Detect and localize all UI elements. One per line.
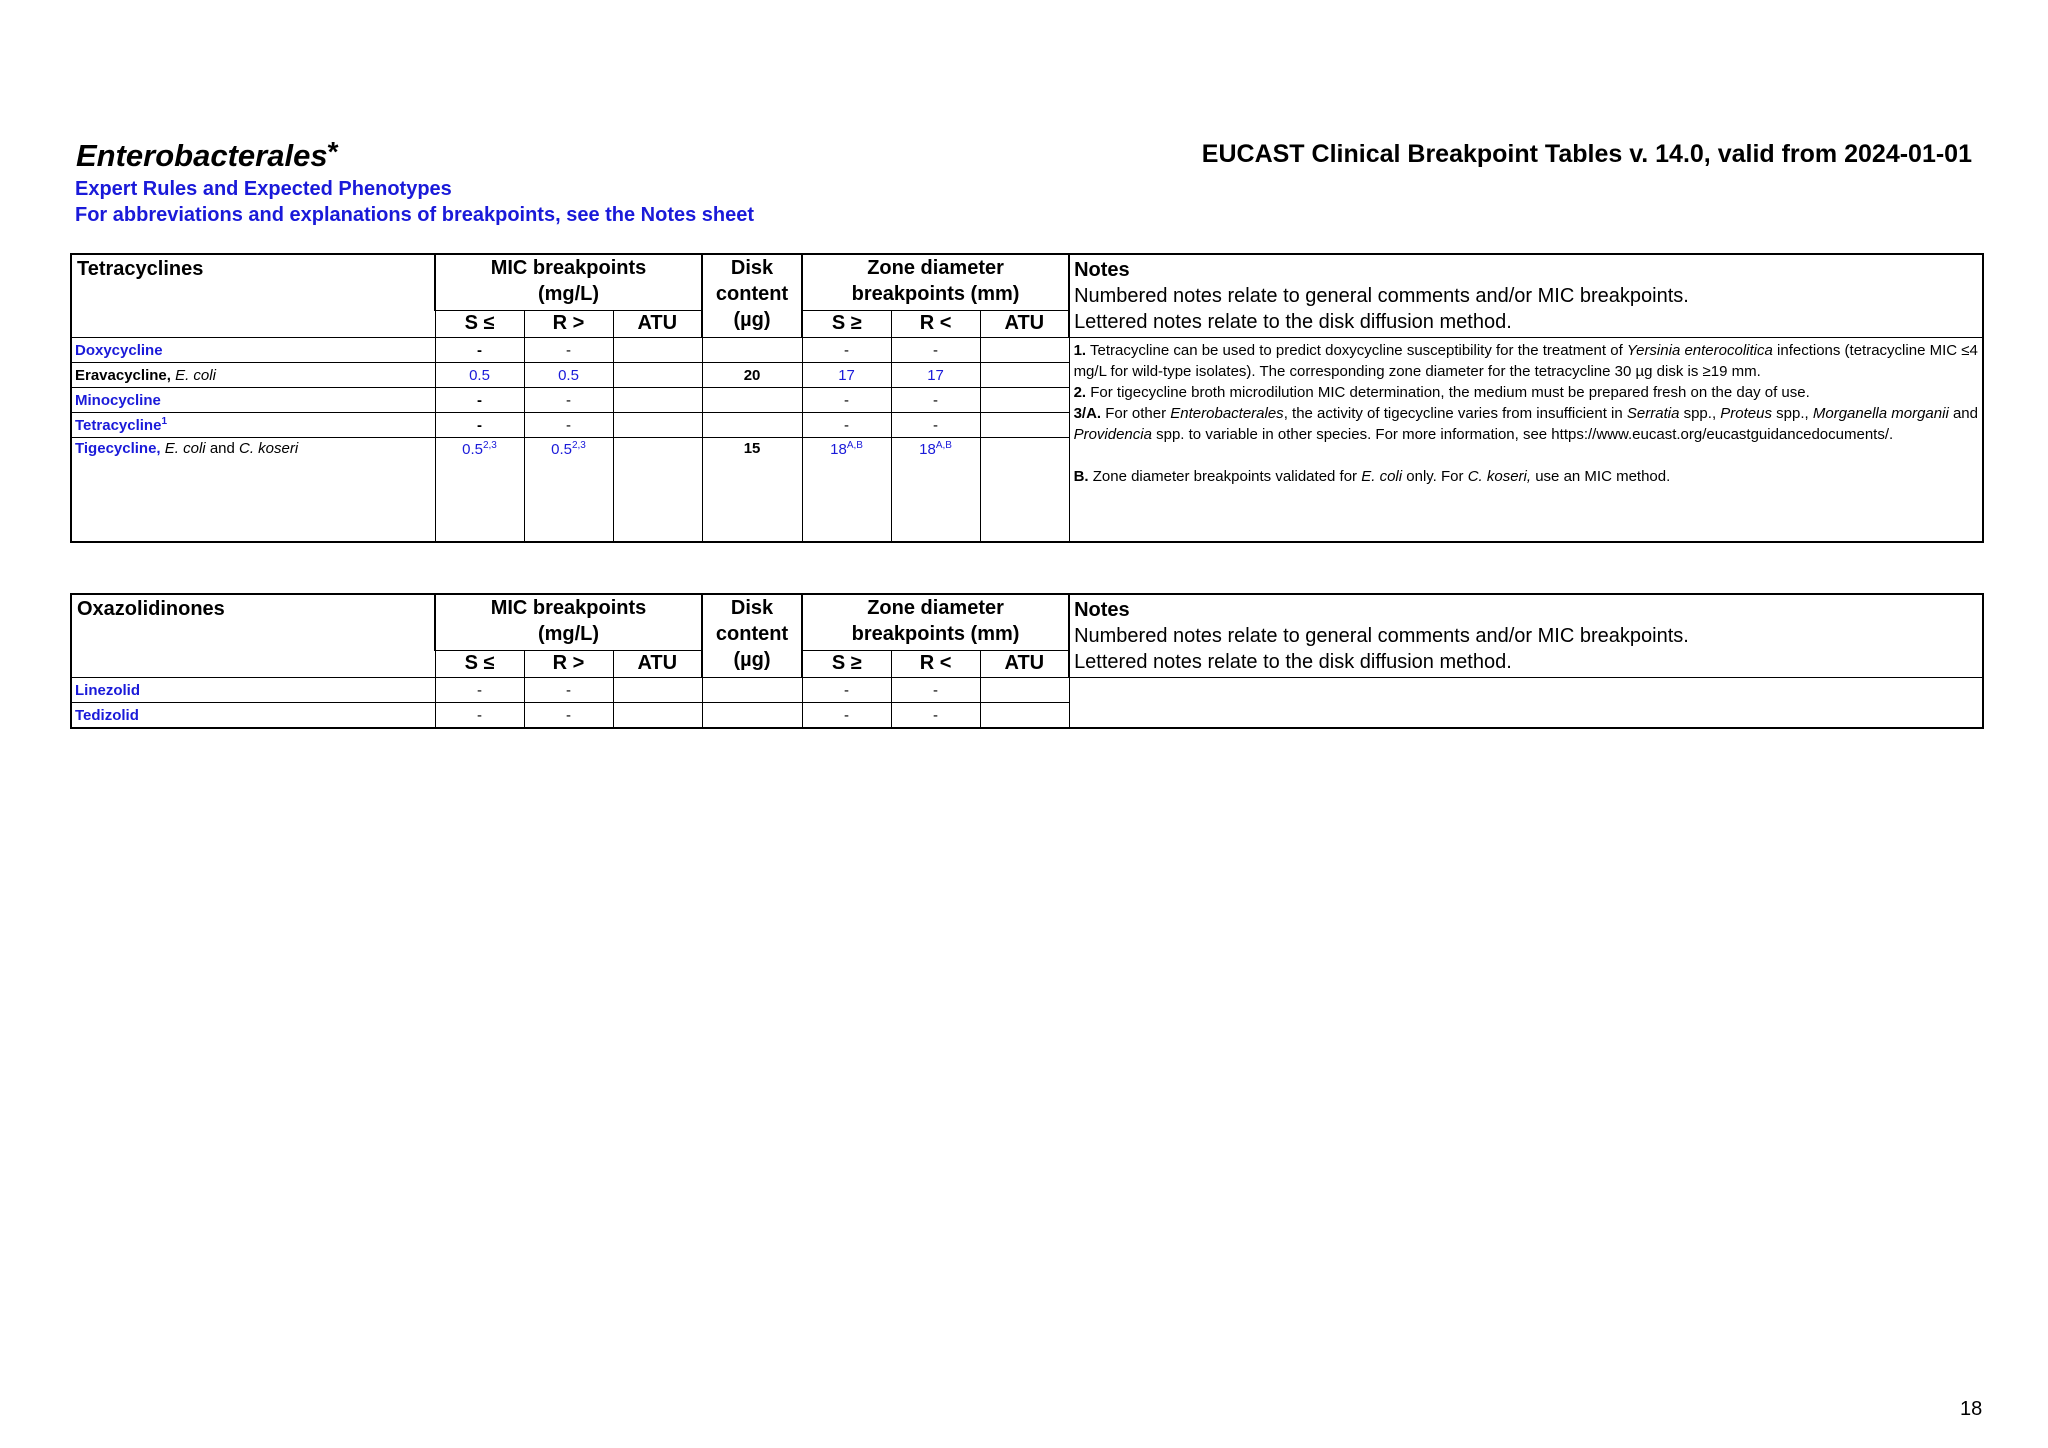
disk-content	[702, 678, 802, 703]
zone-r: 17	[891, 363, 980, 388]
disk-header-line1: Disk	[730, 597, 774, 619]
notes-header	[1069, 254, 1983, 338]
expert-rules-link[interactable]: Expert Rules and Expected Phenotypes	[75, 178, 452, 200]
mic-r-note-ref: 2,3	[571, 440, 586, 451]
zone-r-header: R <	[891, 310, 980, 337]
zone-r: -	[891, 388, 980, 413]
mic-r: -	[524, 413, 613, 438]
notes-line2: Lettered notes relate to the disk diffusion method.	[1074, 651, 1512, 673]
notes-sheet-link[interactable]: For abbreviations and explanations of breakpoints, see the Notes sheet	[75, 204, 755, 226]
zone-s-value: 18	[830, 441, 847, 458]
agent-and: and	[209, 440, 235, 457]
disk-content-header	[702, 594, 802, 678]
note-b	[1074, 466, 1978, 487]
zone-atu	[980, 413, 1069, 438]
mic-s: -	[435, 338, 524, 363]
mic-s: 0.5	[435, 363, 524, 388]
mic-s: -	[435, 388, 524, 413]
note-3a-t6: spp. to variable in other species. For more information, see https://www.eucast.org/eucastguidancedocuments/.	[1156, 426, 1894, 443]
zone-r: -	[891, 338, 980, 363]
mic-r: -	[524, 388, 613, 413]
notes-line2: Lettered notes relate to the disk diffusion method.	[1074, 311, 1512, 333]
page-number: 18	[1960, 1398, 1983, 1420]
note-3a-i4: Morganella morganii	[1812, 405, 1949, 422]
zone-atu	[980, 388, 1069, 413]
mic-s-note-ref: 2,3	[482, 440, 497, 451]
mic-atu	[613, 388, 702, 413]
disk-content	[702, 338, 802, 363]
note-2	[1074, 382, 1978, 403]
mic-r-header: R >	[524, 650, 613, 677]
mic-atu	[613, 363, 702, 388]
disk-content	[702, 413, 802, 438]
note-3a-i2: Serratia	[1626, 405, 1680, 422]
title-asterisk: *	[327, 136, 339, 167]
note-3a-i3: Proteus	[1720, 405, 1772, 422]
mic-r	[524, 438, 613, 542]
mic-s-value: 0.5	[462, 441, 483, 458]
mic-atu	[613, 438, 702, 542]
mic-header-line2: (mg/L)	[537, 283, 600, 305]
note-1-text-a: Tetracycline can be used to predict doxycycline susceptibility for the treatment of	[1089, 342, 1623, 359]
mic-breakpoints-header	[435, 254, 702, 310]
zone-header-line1: Zone diameter	[867, 257, 1004, 279]
zone-s: -	[802, 338, 891, 363]
zone-r: -	[891, 678, 980, 703]
zone-r-value: 18	[919, 441, 936, 458]
disk-content: 15	[702, 438, 802, 542]
zone-r-note-ref: A,B	[935, 440, 952, 451]
mic-r-header: R >	[524, 310, 613, 337]
mic-r: -	[524, 338, 613, 363]
agent-note-ref: 1	[161, 416, 167, 427]
mic-r: -	[524, 678, 613, 703]
note-3a-label: 3/A.	[1073, 405, 1102, 422]
note-1-text-b: infections (tetracycline MIC ≤4 mg/L for wild-type isolates). The corresponding zone diameter for the tetracycline 30 µg disk is ≥19 mm.	[1073, 342, 1978, 380]
notes-title: Notes	[1074, 259, 1130, 281]
zone-atu-header: ATU	[980, 310, 1069, 337]
agent-name[interactable]: Doxycycline	[71, 338, 435, 363]
zone-s-header: S ≥	[802, 310, 891, 337]
agent-name-text: Eravacycline,	[75, 366, 171, 384]
mic-header-line2: (mg/L)	[537, 623, 600, 645]
disk-content	[702, 388, 802, 413]
mic-s: -	[435, 413, 524, 438]
disk-header-line1: Disk	[730, 257, 774, 279]
zone-atu	[980, 338, 1069, 363]
zone-s: -	[802, 413, 891, 438]
agent-name[interactable]: Tedizolid	[71, 703, 435, 729]
zone-s	[802, 438, 891, 542]
zone-atu	[980, 678, 1069, 703]
mic-s-header: S ≤	[435, 650, 524, 677]
disk-header-line2: content	[715, 283, 789, 305]
mic-s: -	[435, 678, 524, 703]
mic-header-line1: MIC breakpoints	[490, 597, 647, 619]
note-3a-t4: spp.,	[1776, 405, 1809, 422]
oxazolidinones-notes	[1069, 678, 1983, 729]
note-b-i2: C. koseri,	[1467, 468, 1532, 485]
agent-name[interactable]: Linezolid	[71, 678, 435, 703]
note-2-label: 2.	[1073, 384, 1087, 401]
mic-atu	[613, 413, 702, 438]
mic-atu	[613, 703, 702, 729]
disk-content	[702, 703, 802, 729]
mic-r: -	[524, 703, 613, 729]
zone-s: -	[802, 703, 891, 729]
note-1-italic: Yersinia enterocolitica	[1626, 342, 1773, 359]
note-b-i1: E. coli	[1361, 468, 1403, 485]
agent-name[interactable]	[71, 413, 435, 438]
mic-s-header: S ≤	[435, 310, 524, 337]
page-title-text: Enterobacterales	[76, 138, 328, 173]
tetracyclines-notes	[1069, 338, 1983, 542]
mic-atu-header: ATU	[613, 310, 702, 337]
zone-header-line2: breakpoints (mm)	[851, 283, 1020, 305]
mic-s: -	[435, 703, 524, 729]
agent-species-1: E. coli	[164, 440, 206, 457]
oxazolidinones-table	[70, 593, 1984, 729]
zone-header-line2: breakpoints (mm)	[851, 623, 1020, 645]
agent-species-2: C. koseri	[239, 440, 299, 457]
mic-atu	[613, 678, 702, 703]
mic-r: 0.5	[524, 363, 613, 388]
class-name: Oxazolidinones	[71, 594, 435, 678]
class-name: Tetracyclines	[71, 254, 435, 338]
disk-content-header	[702, 254, 802, 338]
zone-s: -	[802, 678, 891, 703]
zone-atu	[980, 363, 1069, 388]
note-3a-t2: , the activity of tigecycline varies from insufficient in	[1283, 405, 1623, 422]
note-1	[1074, 340, 1978, 382]
disk-header-line2: content	[715, 623, 789, 645]
agent-name	[71, 363, 435, 388]
page-title	[76, 138, 338, 174]
zone-atu-header: ATU	[980, 650, 1069, 677]
mic-atu	[613, 338, 702, 363]
table-row	[71, 338, 1983, 363]
zone-r: -	[891, 703, 980, 729]
mic-header-line1: MIC breakpoints	[490, 257, 647, 279]
zone-diameter-header	[802, 254, 1069, 310]
notes-line1: Numbered notes relate to general comments and/or MIC breakpoints.	[1074, 285, 1689, 307]
zone-header-line1: Zone diameter	[867, 597, 1004, 619]
note-3a-i5: Providencia	[1073, 426, 1152, 443]
note-spacer	[1074, 445, 1978, 466]
zone-r	[891, 438, 980, 542]
zone-atu	[980, 438, 1069, 542]
zone-atu	[980, 703, 1069, 729]
notes-header	[1069, 594, 1983, 678]
agent-name[interactable]: Minocycline	[71, 388, 435, 413]
note-3a-t3: spp.,	[1683, 405, 1717, 422]
note-3a-t1: For other	[1105, 405, 1167, 422]
note-b-label: B.	[1073, 468, 1089, 485]
note-1-label: 1.	[1073, 342, 1087, 359]
zone-s-note-ref: A,B	[846, 440, 863, 451]
zone-s: 17	[802, 363, 891, 388]
note-3a-i1: Enterobacterales	[1170, 405, 1284, 422]
table-row	[71, 678, 1983, 703]
disk-header-line3: (µg)	[733, 309, 771, 331]
zone-r-header: R <	[891, 650, 980, 677]
note-b-t3: use an MIC method.	[1535, 468, 1671, 485]
zone-s-header: S ≥	[802, 650, 891, 677]
agent-name-text: Tigecycline,	[75, 440, 161, 457]
zone-r: -	[891, 413, 980, 438]
notes-line1: Numbered notes relate to general comments and/or MIC breakpoints.	[1074, 625, 1689, 647]
note-3a	[1074, 403, 1978, 445]
agent-name-text: Tetracycline	[75, 417, 162, 434]
note-3a-t5: and	[1952, 405, 1978, 422]
mic-breakpoints-header	[435, 594, 702, 650]
disk-header-line3: (µg)	[733, 649, 771, 671]
zone-s: -	[802, 388, 891, 413]
note-b-t1: Zone diameter breakpoints validated for	[1092, 468, 1358, 485]
notes-title: Notes	[1074, 599, 1130, 621]
tetracyclines-table	[70, 253, 1984, 543]
zone-diameter-header	[802, 594, 1069, 650]
mic-s	[435, 438, 524, 542]
mic-atu-header: ATU	[613, 650, 702, 677]
note-2-text: For tigecycline broth microdilution MIC determination, the medium must be prepared fresh on the day of use.	[1090, 384, 1810, 401]
agent-species: E. coli	[175, 366, 216, 384]
agent-name[interactable]	[71, 438, 435, 542]
disk-content: 20	[702, 363, 802, 388]
mic-r-value: 0.5	[551, 441, 572, 458]
version-label: EUCAST Clinical Breakpoint Tables v. 14.0, valid from 2024-01-01	[1201, 140, 1972, 168]
note-b-t2: only. For	[1406, 468, 1464, 485]
